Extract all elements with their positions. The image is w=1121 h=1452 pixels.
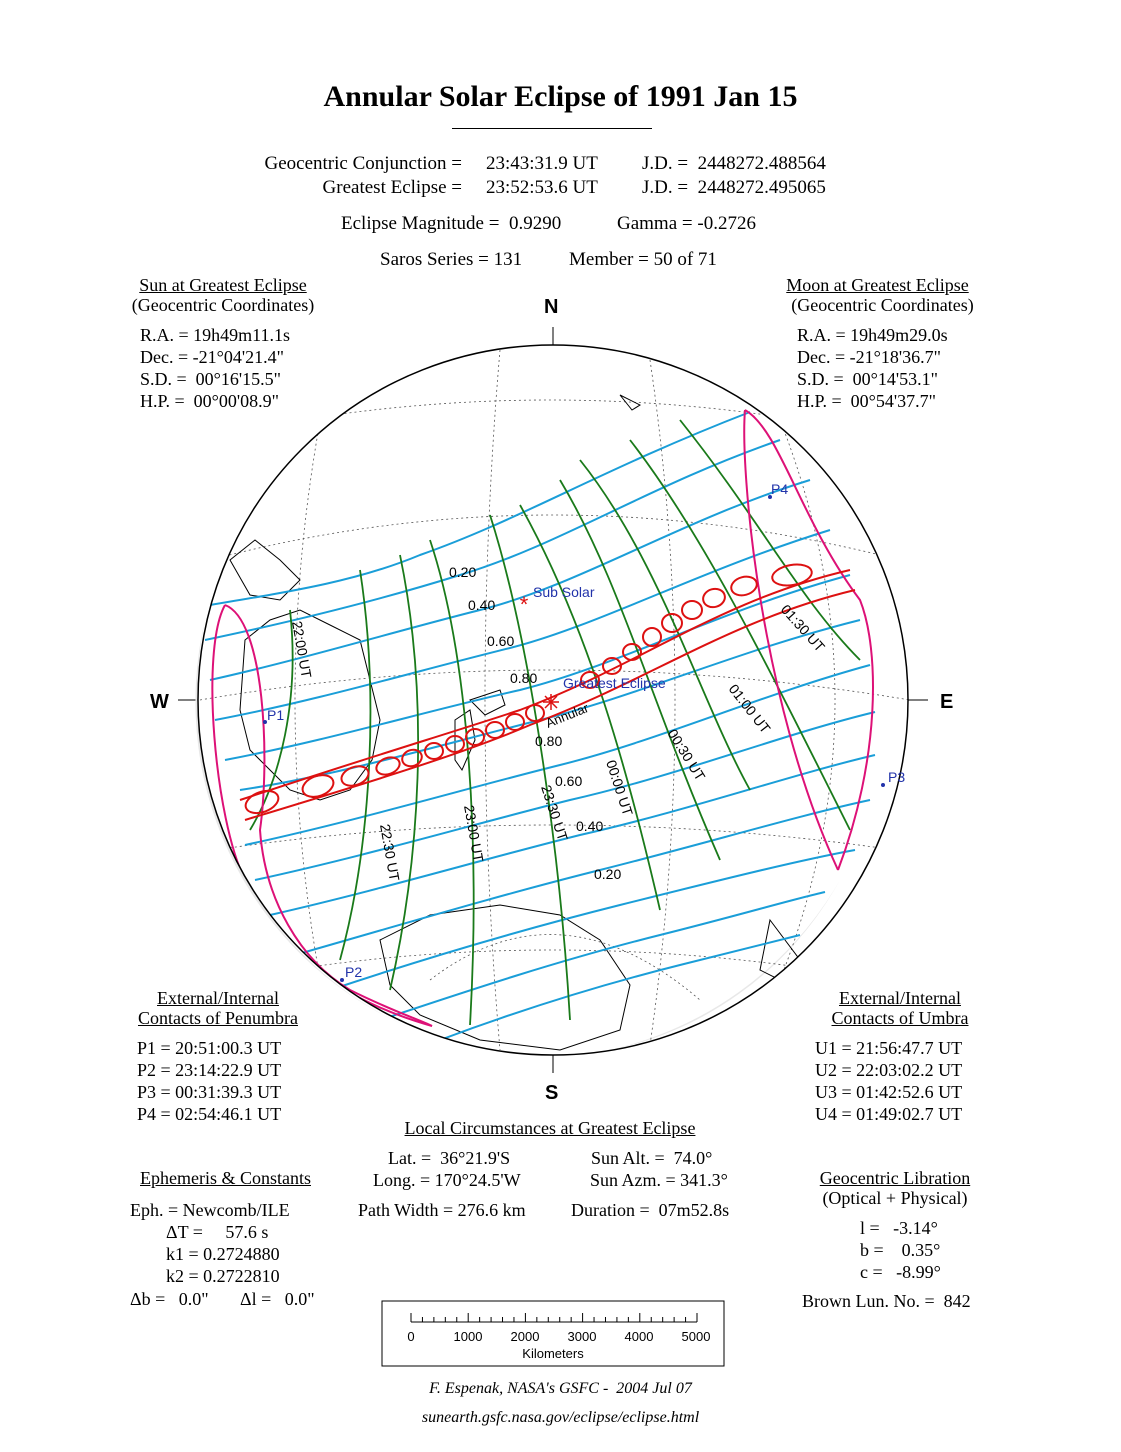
greatest-eclipse-label: Greatest Eclipse =: [322, 177, 462, 198]
latitude-line: [300, 400, 800, 420]
mag-label-n-020: 0.20: [449, 564, 477, 580]
local-sun-alt: Sun Alt. = 74.0°: [591, 1148, 713, 1168]
p1-label: P1: [267, 707, 285, 723]
greatest-eclipse-label-map: Greatest Eclipse: [563, 675, 666, 691]
ephemeris-delta-t: ΔT = 57.6 s: [166, 1222, 269, 1242]
south-america-coast: [760, 920, 800, 985]
mag-label-s-040: 0.40: [576, 818, 604, 834]
sun-sd: S.D. = 00°16'15.5": [140, 369, 281, 389]
saros-series: Saros Series = 131: [380, 249, 523, 270]
sun-hp: H.P. = 00°00'08.9": [140, 391, 279, 411]
ephemeris-heading: Ephemeris & Constants: [140, 1168, 311, 1188]
umbra-u1: U1 = 21:56:47.7 UT: [815, 1038, 963, 1058]
sun-heading: Sun at Greatest Eclipse: [139, 275, 307, 295]
penumbra-p1: P1 = 20:51:00.3 UT: [137, 1038, 282, 1058]
penumbra-p4: P4 = 02:54:46.1 UT: [137, 1104, 282, 1124]
sun-subheading: (Geocentric Coordinates): [131, 295, 315, 315]
ephemeris-k1: k1 = 0.2724880: [166, 1244, 280, 1264]
libration-heading: Geocentric Libration: [819, 1168, 971, 1188]
eclipse-magnitude: Eclipse Magnitude = 0.9290: [341, 213, 562, 234]
umbra-u2: U2 = 22:03:02.2 UT: [815, 1060, 963, 1080]
local-sun-azm: Sun Azm. = 341.3°: [590, 1170, 728, 1190]
libration-b: b = 0.35°: [860, 1240, 941, 1260]
scale-label-4000: 4000: [624, 1329, 654, 1344]
scale-label-0: 0: [407, 1329, 415, 1344]
moon-ra: R.A. = 19h49m29.0s: [797, 325, 948, 345]
mag-label-n-080: 0.80: [510, 670, 538, 686]
umbra-u4: U4 = 01:49:02.7 UT: [815, 1104, 963, 1124]
compass-east: E: [940, 691, 954, 713]
libration-c: c = -8.99°: [860, 1262, 941, 1282]
ephemeris-delta-b: Δb = 0.0": [130, 1289, 209, 1309]
umbra-outline: [374, 754, 402, 777]
compass-south: S: [545, 1082, 559, 1104]
local-path-width: Path Width = 276.6 km: [358, 1200, 526, 1220]
umbra-outline: [662, 614, 682, 632]
sun-dec: Dec. = -21°04'21.4": [140, 347, 284, 367]
gamma: Gamma = -0.2726: [617, 213, 756, 234]
moon-heading: Moon at Greatest Eclipse: [786, 275, 969, 295]
mag-label-n-040: 0.40: [468, 597, 496, 613]
moon-subheading: (Geocentric Coordinates): [791, 295, 974, 315]
conjunction-time: 23:43:31.9 UT: [486, 153, 598, 174]
sub-solar-label: Sub Solar: [533, 584, 595, 600]
compass-west: W: [150, 691, 169, 713]
mag-label-s-060: 0.60: [555, 773, 583, 789]
p2-dot: [340, 978, 344, 982]
p2-label: P2: [345, 964, 363, 980]
scale-label-5000: 5000: [681, 1329, 711, 1344]
ephemeris-k2: k2 = 0.2722810: [166, 1266, 280, 1286]
greatest-eclipse-marker: [543, 694, 559, 710]
local-duration: Duration = 07m52.8s: [571, 1200, 730, 1220]
umbra-outline: [643, 628, 661, 646]
p3-label: P3: [888, 769, 906, 785]
umbra-outline: [729, 574, 759, 598]
umbra-heading-2: Contacts of Umbra: [831, 1008, 969, 1028]
conjunction-jd: J.D. = 2448272.488564: [642, 153, 826, 174]
time-label-2230: 22:30 UT: [377, 822, 403, 883]
umbra-outline: [425, 743, 443, 759]
mag-label-s-080: 0.80: [535, 733, 563, 749]
libration-l: l = -3.14°: [860, 1218, 938, 1238]
limit-west: [225, 605, 432, 1026]
umbra-heading-1: External/Internal: [839, 988, 961, 1008]
time-line: [580, 460, 750, 790]
time-label-0030: 00:30 UT: [664, 726, 709, 784]
source-url: sunearth.gsfc.nasa.gov/eclipse/eclipse.html: [421, 1409, 700, 1426]
penumbra-heading-2: Contacts of Penumbra: [138, 1008, 298, 1028]
penumbra-heading-1: External/Internal: [157, 988, 279, 1008]
penumbra-p3: P3 = 00:31:39.3 UT: [137, 1082, 282, 1102]
credit: F. Espenak, NASA's GSFC - 2004 Jul 07: [429, 1380, 692, 1397]
magnitude-line: [210, 412, 750, 605]
meridian-line: [295, 370, 330, 1030]
magnitude-line: [255, 712, 875, 880]
graticule: [200, 350, 910, 1050]
umbra-u3: U3 = 01:42:52.6 UT: [815, 1082, 963, 1102]
sub-solar-marker: *: [519, 592, 529, 617]
scale-label-2000: 2000: [510, 1329, 540, 1344]
ephemeris-delta-l: Δl = 0.0": [240, 1289, 315, 1309]
umbra-outline: [506, 714, 524, 730]
brown-lunation: Brown Lun. No. = 842: [802, 1291, 971, 1311]
time-label-2300: 23:00 UT: [461, 803, 487, 864]
p3-dot: [881, 783, 885, 787]
compass-north: N: [544, 296, 559, 318]
meridian-line: [650, 360, 675, 1045]
time-label-0000: 00:00 UT: [603, 757, 637, 818]
scale-label-1000: 1000: [453, 1329, 483, 1344]
central-path: [240, 562, 855, 820]
time-label-2330: 23:30 UT: [538, 782, 572, 843]
mag-label-s-020: 0.20: [594, 866, 622, 882]
scale-bar: [381, 1300, 727, 1368]
magnitude-line: [240, 620, 860, 790]
mag-label-n-060: 0.60: [487, 633, 515, 649]
saros-member: Member = 50 of 71: [569, 249, 717, 270]
time-label-0130: 01:30 UT: [777, 601, 829, 655]
scale-label-3000: 3000: [567, 1329, 597, 1344]
conjunction-label: Geocentric Conjunction =: [264, 153, 462, 174]
local-heading: Local Circumstances at Greatest Eclipse: [404, 1118, 696, 1138]
local-long: Long. = 170°24.5'W: [373, 1170, 521, 1190]
australia-coast: [240, 610, 380, 800]
greatest-eclipse-time: 23:52:53.6 UT: [486, 177, 598, 198]
moon-sd: S.D. = 00°14'53.1": [797, 369, 938, 389]
island-coast: [620, 395, 640, 410]
local-lat: Lat. = 36°21.9'S: [388, 1148, 511, 1168]
umbra-outline: [682, 601, 702, 619]
libration-subheading: (Optical + Physical): [822, 1188, 968, 1208]
time-label-2200: 22:00 UT: [289, 619, 315, 680]
penumbra-p2: P2 = 23:14:22.9 UT: [137, 1060, 282, 1080]
magnitude-lines: [205, 412, 875, 1040]
moon-hp: H.P. = 00°54'37.7": [797, 391, 936, 411]
page-title: Annular Solar Eclipse of 1991 Jan 15: [323, 80, 798, 113]
latitude-line: [290, 950, 820, 970]
moon-dec: Dec. = -21°18'36.7": [797, 347, 941, 367]
sun-ra: R.A. = 19h49m11.1s: [140, 325, 290, 345]
scale-unit: Kilometers: [522, 1346, 584, 1361]
greatest-eclipse-jd: J.D. = 2448272.495065: [642, 177, 826, 198]
p4-label: P4: [771, 481, 789, 497]
time-label-0100: 01:00 UT: [725, 680, 774, 737]
umbra-outline: [701, 586, 727, 609]
ephemeris-eph: Eph. = Newcomb/ILE: [130, 1200, 290, 1220]
limit-west-outer: [212, 605, 432, 1026]
annular-label: Annular: [543, 700, 591, 731]
